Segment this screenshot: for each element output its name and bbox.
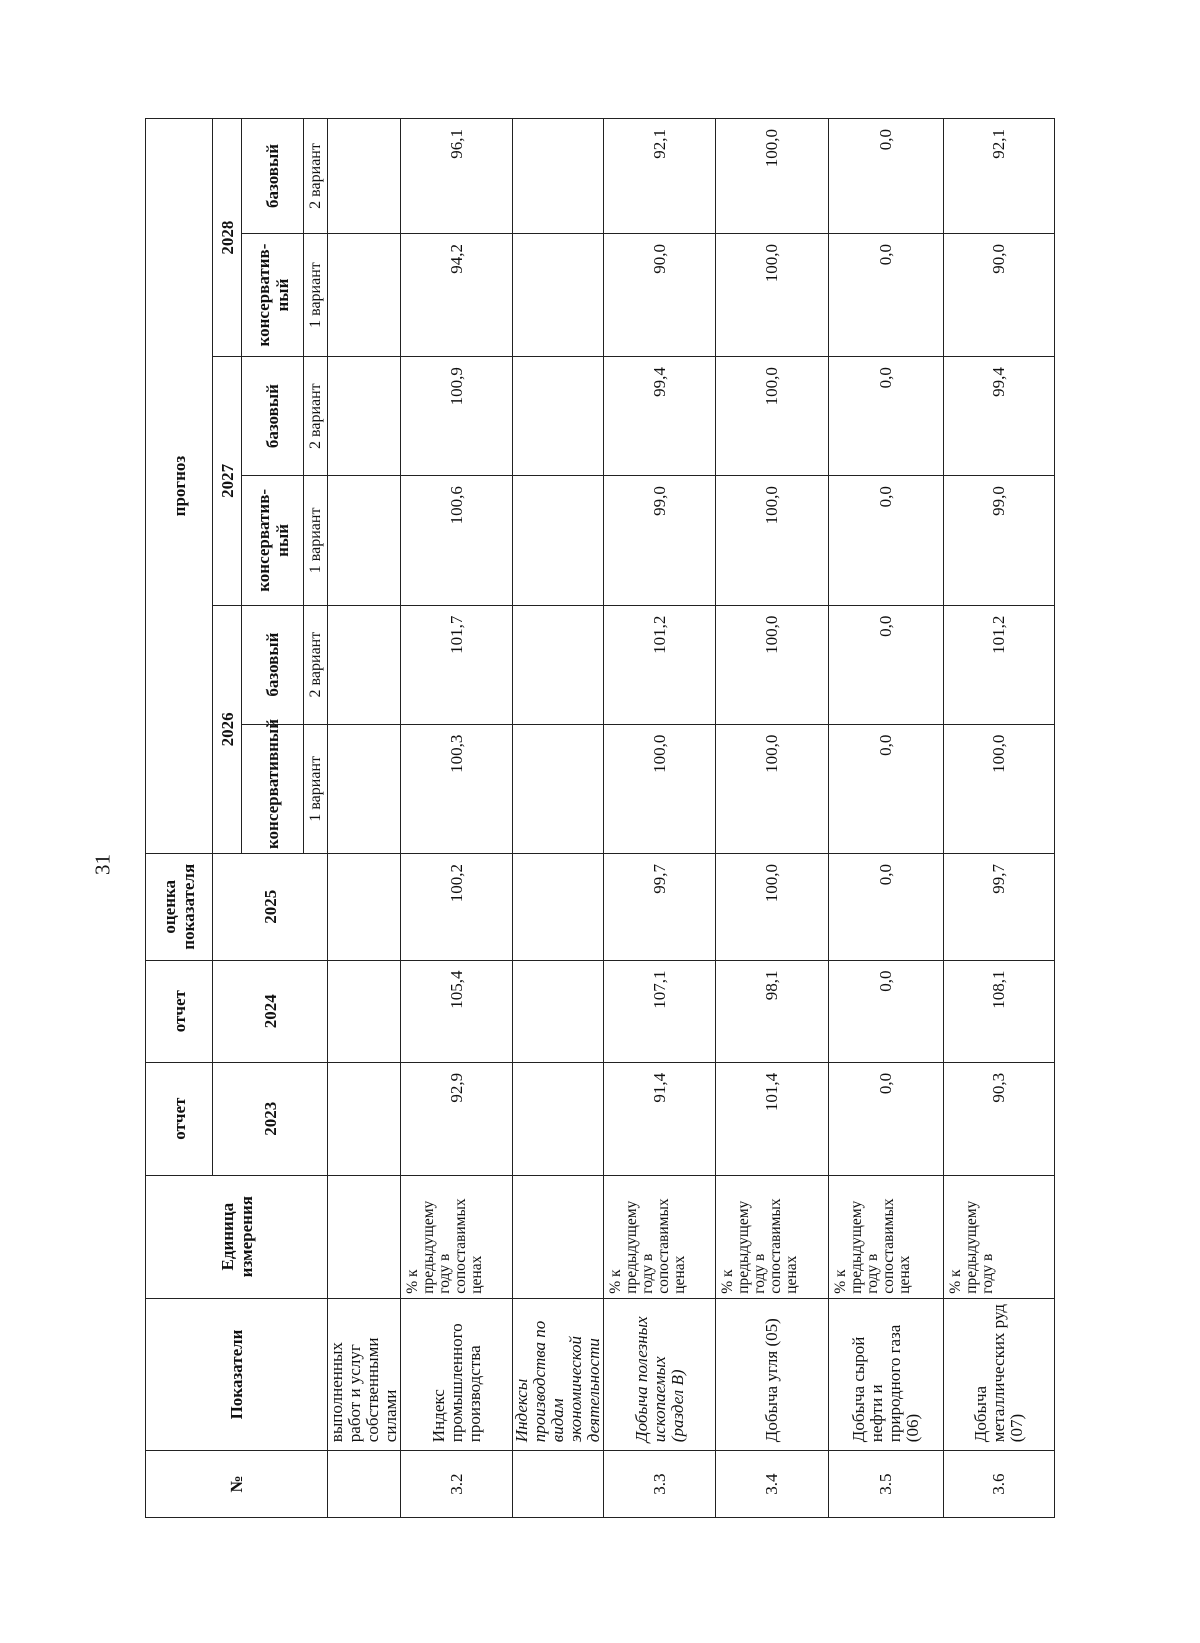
value-2028-v2 [513,119,604,234]
table-row [716,119,829,1518]
value-2028-v1: 100,0 [716,233,829,356]
value-2023: 90,3 [944,1062,1055,1175]
row-unit: % к предыдущему году в [944,1175,1055,1298]
value-2026-v2: 0,0 [829,605,944,724]
header-2026: 2026 [213,605,242,853]
header-base-2026: базовый [242,605,304,724]
value-2027-v2 [328,357,401,476]
value-2028-v1: 94,2 [401,233,513,356]
value-2025: 99,7 [944,854,1055,960]
header-2023: 2023 [213,1062,328,1175]
value-2027-v2: 100,0 [716,357,829,476]
forecast-table [145,118,1055,1518]
value-2027-v2: 99,4 [944,357,1055,476]
table-row [328,119,401,1518]
value-2026-v2 [328,605,401,724]
value-2028-v1 [513,233,604,356]
row-number: 3.6 [944,1451,1055,1518]
value-2026-v1: 0,0 [829,724,944,853]
value-2028-v1: 90,0 [944,233,1055,356]
header-2025: 2025 [213,854,328,960]
header-cons-2028: консервативный [242,233,304,356]
value-2025: 99,7 [604,854,716,960]
value-2026-v1: 100,3 [401,724,513,853]
header-var1-2026: 1 вариант [304,724,328,853]
value-2026-v1: 100,0 [944,724,1055,853]
value-2023: 91,4 [604,1062,716,1175]
row-indicator: Индексы производства по видам экономической деятельности [513,1298,604,1450]
row-unit: % к предыдущему году в сопоставимых ценах [829,1175,944,1298]
header-row-1 [146,119,213,1518]
value-2023 [328,1062,401,1175]
value-2028-v2: 92,1 [604,119,716,234]
value-2028-v1: 0,0 [829,233,944,356]
row-unit [513,1175,604,1298]
value-2027-v2: 0,0 [829,357,944,476]
value-2026-v2 [513,605,604,724]
rotated-table-container [145,118,1200,1518]
header-2028: 2028 [213,119,242,357]
value-2023: 0,0 [829,1062,944,1175]
header-var2-2026: 2 вариант [304,605,328,724]
value-2026-v1: 100,0 [716,724,829,853]
row-number [328,1451,401,1518]
row-indicator: Добыча полезных ископаемых (раздел B) [604,1298,716,1450]
row-number: 3.2 [401,1451,513,1518]
row-unit: % к предыдущему году в сопоставимых ценах [604,1175,716,1298]
header-cons-2027: консервативный [242,476,304,605]
value-2025 [328,854,401,960]
value-2024: 98,1 [716,960,829,1062]
value-2026-v1: 100,0 [604,724,716,853]
row-number [513,1451,604,1518]
header-var1-2028: 1 вариант [304,233,328,356]
value-2023: 92,9 [401,1062,513,1175]
value-2025: 0,0 [829,854,944,960]
table-row [513,119,604,1518]
value-2023: 101,4 [716,1062,829,1175]
value-2026-v2: 101,7 [401,605,513,724]
value-2027-v1: 99,0 [604,476,716,605]
value-2026-v2: 101,2 [944,605,1055,724]
header-report-2023: отчет [146,1062,213,1175]
value-2024: 108,1 [944,960,1055,1062]
value-2027-v1: 100,0 [716,476,829,605]
header-var2-2027: 2 вариант [304,357,328,476]
value-2026-v2: 101,2 [604,605,716,724]
row-number: 3.3 [604,1451,716,1518]
value-2027-v2: 99,4 [604,357,716,476]
value-2028-v1: 90,0 [604,233,716,356]
value-2024: 107,1 [604,960,716,1062]
row-number: 3.5 [829,1451,944,1518]
value-2027-v1 [513,476,604,605]
header-no: № [146,1451,328,1518]
table-row [829,119,944,1518]
table-row [604,119,716,1518]
row-number: 3.4 [716,1451,829,1518]
table-row [944,119,1055,1518]
header-cons-2026: консервативный [242,724,304,853]
row-indicator: Индекс промышленного производства [401,1298,513,1450]
row-indicator: Добыча сырой нефти и природного газа (06) [829,1298,944,1450]
header-unit: Единица измерения [146,1175,328,1298]
value-2028-v2: 96,1 [401,119,513,234]
value-2027-v1: 99,0 [944,476,1055,605]
value-2027-v1: 0,0 [829,476,944,605]
header-2024: 2024 [213,960,328,1062]
row-unit [328,1175,401,1298]
value-2028-v2: 92,1 [944,119,1055,234]
header-var1-2027: 1 вариант [304,476,328,605]
value-2024: 105,4 [401,960,513,1062]
value-2026-v2: 100,0 [716,605,829,724]
row-indicator: Добыча металлических руд (07) [944,1298,1055,1450]
value-2026-v1 [328,724,401,853]
value-2025 [513,854,604,960]
header-indicators: Показатели [146,1298,328,1450]
header-2027: 2027 [213,357,242,605]
value-2028-v2: 0,0 [829,119,944,234]
value-2026-v1 [513,724,604,853]
header-var2-2028: 2 вариант [304,119,328,234]
table-row [401,119,513,1518]
value-2027-v1 [328,476,401,605]
value-2024 [513,960,604,1062]
value-2028-v2: 100,0 [716,119,829,234]
header-forecast: прогноз [146,119,213,854]
row-unit: % к предыдущему году в сопоставимых ценах [401,1175,513,1298]
value-2028-v1 [328,233,401,356]
value-2027-v2 [513,357,604,476]
value-2027-v2: 100,9 [401,357,513,476]
header-base-2027: базовый [242,357,304,476]
header-report-2024: отчет [146,960,213,1062]
header-estimate: оценка показателя [146,854,213,960]
row-indicator: Добыча угля (05) [716,1298,829,1450]
value-2027-v1: 100,6 [401,476,513,605]
value-2025: 100,2 [401,854,513,960]
value-2024: 0,0 [829,960,944,1062]
value-2025: 100,0 [716,854,829,960]
row-unit: % к предыдущему году в сопоставимых ценах [716,1175,829,1298]
row-indicator: выполненных работ и услуг собственными силами [328,1298,401,1450]
value-2023 [513,1062,604,1175]
value-2028-v2 [328,119,401,234]
value-2024 [328,960,401,1062]
header-base-2028: базовый [242,119,304,234]
page-number: 31 [90,854,115,875]
